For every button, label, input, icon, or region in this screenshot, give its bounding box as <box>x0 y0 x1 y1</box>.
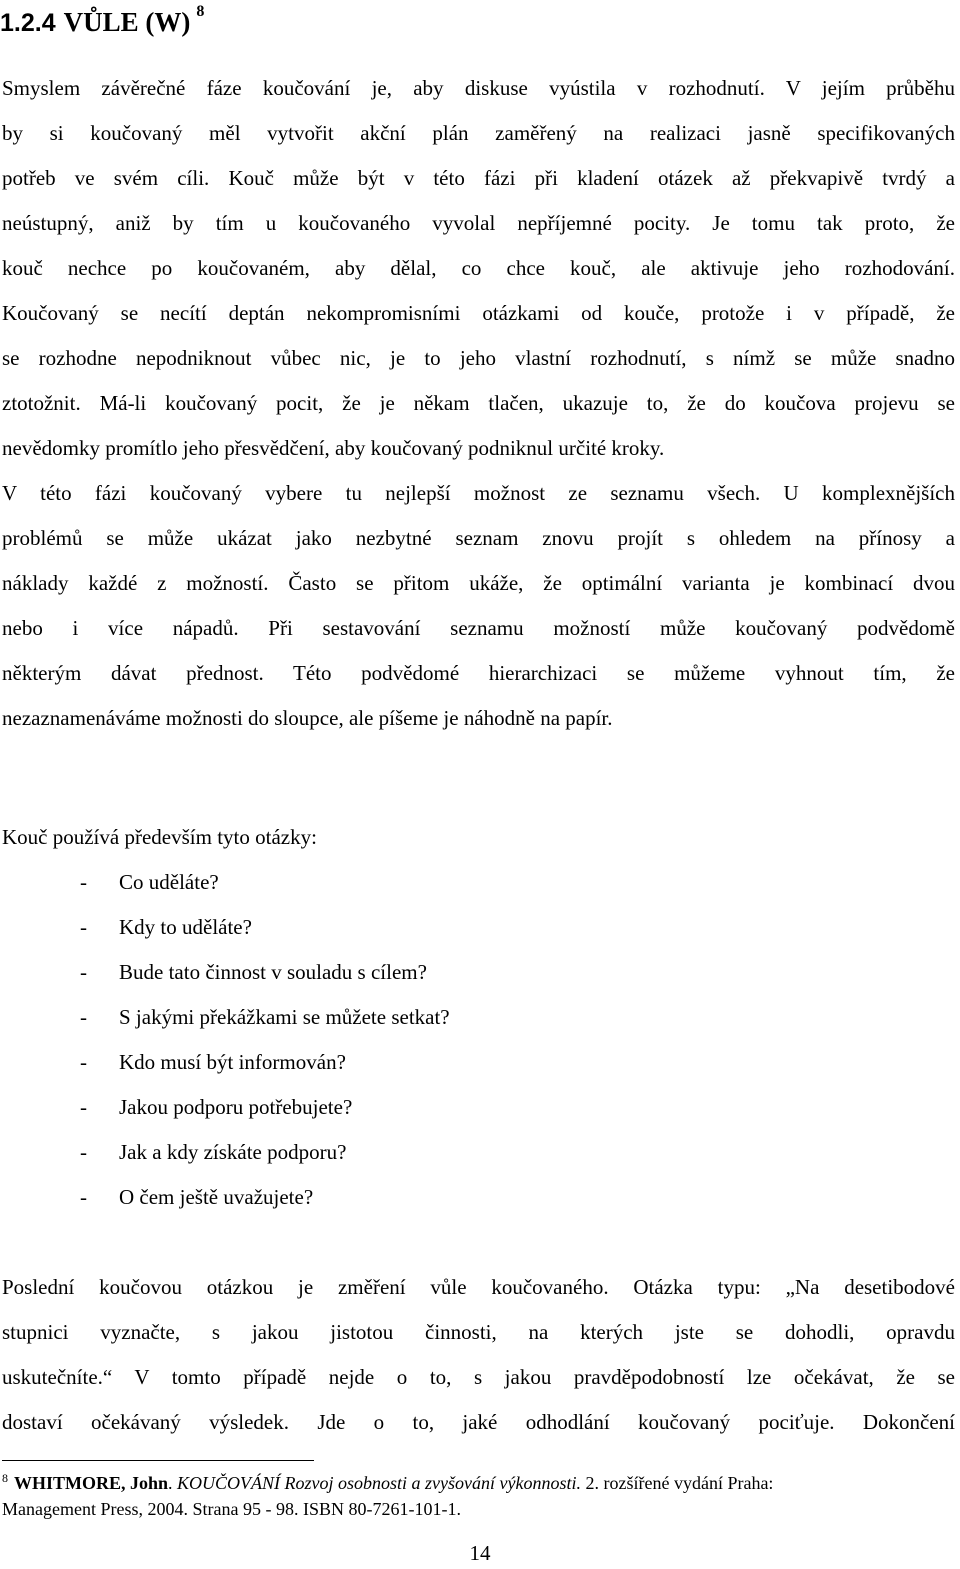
question-text: O čem ještě uvažujete? <box>119 1185 314 1209</box>
dash-bullet: - <box>80 1185 87 1209</box>
dash-bullet: - <box>80 1005 87 1029</box>
question-text: Jakou podporu potřebujete? <box>119 1095 353 1119</box>
text-line: nezaznamenáváme možnosti do sloupce, ale píšeme je náhodně na papír. <box>2 706 613 730</box>
paragraph-will-measure <box>2 1265 955 1445</box>
paragraph-will-phase <box>2 66 955 741</box>
section-title: VŮLE (W) <box>63 7 191 37</box>
footnote-line: Management Press, 2004. Strana 95 - 98. ISBN 80-7261-101-1. <box>2 1499 461 1519</box>
text-line: V této fázi koučovaný vybere tu nejlepší možnost ze seznamu všech. U komplexnějších <box>2 481 955 505</box>
text-line: dostaví očekávaný výsledek. Jde o to, jaké odhodlání koučovaný pociťuje. Dokončení <box>2 1410 955 1434</box>
text-line: problémů se může ukázat jako nezbytné seznam znovu projít s ohledem na přínosy a <box>2 526 955 550</box>
question-text: Jak a kdy získáte podporu? <box>119 1140 347 1164</box>
footnote-book-title: KOUČOVÁNÍ Rozvoj osobnosti a zvyšování výkonnosti. <box>177 1473 581 1493</box>
text-line: neústupný, aniž by tím u koučovaného vyvolal nepříjemné pocity. Je tomu tak proto, že <box>2 211 955 235</box>
question-text: S jakými překážkami se můžete setkat? <box>119 1005 450 1029</box>
question-text: Kdy to uděláte? <box>119 915 252 939</box>
question-text: Co uděláte? <box>119 870 219 894</box>
dash-bullet: - <box>80 870 87 894</box>
dash-bullet: - <box>80 915 87 939</box>
text-line: by si koučovaný měl vytvořit akční plán zaměřený na realizaci jasně specifikovaných <box>2 121 955 145</box>
section-number: 1.2.4 <box>0 9 56 37</box>
text-line: nebo i více nápadů. Při sestavování seznamu možností může koučovaný podvědomě <box>2 616 955 640</box>
text-line: některým dávat přednost. Této podvědomé hierarchizaci se můžeme vyhnout tím, že <box>2 661 955 685</box>
questions-intro: Kouč používá především tyto otázky: <box>2 825 317 849</box>
footnote-reference: 8 <box>196 2 205 20</box>
text-line: uskutečníte.“ V tomto případě nejde o to, s jakou pravděpodobností lze očekávat, že se <box>2 1365 955 1389</box>
dash-bullet: - <box>80 1140 87 1164</box>
page-number: 14 <box>469 1541 491 1565</box>
text-line: ztotožnit. Má-li koučovaný pocit, že je někam tlačen, ukazuje to, že do koučova projevu se <box>2 391 955 415</box>
footnote-author: WHITMORE, John <box>14 1473 169 1493</box>
footnote-separator <box>2 1460 314 1461</box>
text-line: nevědomky promítlo jeho přesvědčení, aby koučovaný podniknul určité kroky. <box>2 436 665 460</box>
text-line: Koučovaný se necítí deptán nekompromisními otázkami od kouče, protože i v případě, že <box>2 301 955 325</box>
question-text: Bude tato činnost v souladu s cílem? <box>119 960 427 984</box>
text-line: kouč nechce po koučovaném, aby dělal, co chce kouč, ale aktivuje jeho rozhodování. <box>2 256 955 280</box>
question-text: Kdo musí být informován? <box>119 1050 346 1074</box>
dash-bullet: - <box>80 960 87 984</box>
text-line: se rozhodne nepodniknout vůbec nic, je to jeho vlastní rozhodnutí, s nímž se může snadno <box>2 346 955 370</box>
footnote-line: $^8$ WHITMORE, John. KOUČOVÁNÍ Rozvoj osobnosti a zvyšování výkonnosti. 2. rozšířené vydání Praha: <box>2 1471 774 1493</box>
footnote-number: 8 <box>2 1471 8 1485</box>
footnote-edition: 2. rozšířené vydání Praha: <box>585 1473 774 1493</box>
text-line: náklady každé z možností. Často se přitom ukáže, že optimální varianta je kombinací dvou <box>2 571 955 595</box>
text-line: Smyslem závěrečné fáze koučování je, aby diskuse vyústila v rozhodnutí. V jejím průběhu <box>2 76 955 100</box>
dash-bullet: - <box>80 1050 87 1074</box>
text-line: Poslední koučovou otázkou je změření vůle koučovaného. Otázka typu: „Na desetibodové <box>2 1275 955 1299</box>
section-heading <box>0 2 204 43</box>
dash-bullet: - <box>80 1095 87 1119</box>
footnote <box>2 1470 955 1522</box>
text-line: stupnici vyznačte, s jakou jistotou činnosti, na kterých jste se dohodli, opravdu <box>2 1320 955 1344</box>
text-line: potřeb ve svém cíli. Kouč může být v této fázi při kladení otázek až překvapivě tvrdý a <box>2 166 955 190</box>
